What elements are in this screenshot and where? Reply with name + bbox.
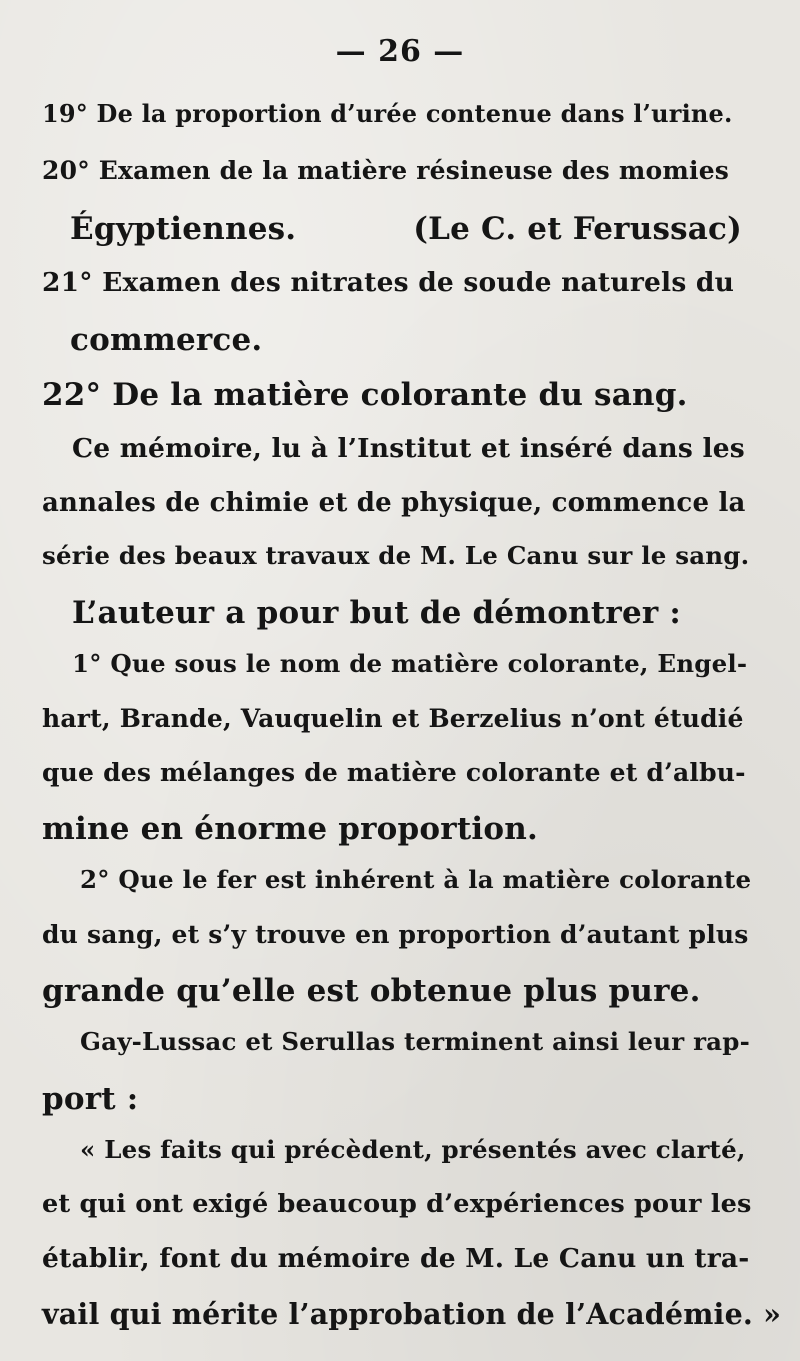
list-item-text: 19° De la proportion d’urée contenue dans l’urine. bbox=[42, 99, 733, 128]
list-item-20-continuation bbox=[70, 211, 742, 247]
paragraph-line: 2° Que le fer est inhérent à la matière colorante bbox=[80, 865, 752, 894]
quote-line: « Les faits qui précèdent, présentés avec clarté, bbox=[80, 1135, 746, 1164]
list-item-text: 21° Examen des nitrates de soude naturels du bbox=[42, 267, 735, 298]
paragraph-line: que des mélanges de matière colorante et d’albu- bbox=[42, 758, 746, 787]
quote-line: vail qui mérite l’approbation de l’Académie. » bbox=[42, 1297, 782, 1331]
paragraph-line: série des beaux travaux de M. Le Canu sur le sang. bbox=[42, 541, 750, 570]
continuation-text: commerce. bbox=[70, 322, 263, 358]
paragraph-line: Gay-Lussac et Serullas terminent ainsi leur rap- bbox=[80, 1027, 750, 1056]
paragraph-line: annales de chimie et de physique, commence la bbox=[42, 488, 746, 518]
continuation-text: Égyptiennes. bbox=[70, 211, 297, 247]
attribution: (Le C. et Ferussac) bbox=[413, 211, 742, 247]
paragraph-line: du sang, et s’y trouve en proportion d’autant plus bbox=[42, 920, 749, 949]
paragraph-line: grande qu’elle est obtenue plus pure. bbox=[42, 973, 701, 1009]
list-item-text: 22° De la matière colorante du sang. bbox=[42, 377, 688, 413]
paragraph-line: port : bbox=[42, 1081, 139, 1117]
list-item-21 bbox=[42, 267, 742, 298]
page-number: — 26 — bbox=[335, 34, 465, 69]
quote-line: et qui ont exigé beaucoup d’expériences pour les bbox=[42, 1189, 752, 1219]
list-item-19 bbox=[42, 99, 742, 128]
quote-line: établir, font du mémoire de M. Le Canu un tra- bbox=[42, 1243, 750, 1274]
paragraph-line: mine en énorme proportion. bbox=[42, 811, 538, 847]
list-item-22 bbox=[42, 377, 688, 413]
paragraph-line: Ce mémoire, lu à l’Institut et inséré dans les bbox=[72, 433, 745, 464]
list-item-text: 20° Examen de la matière résineuse des momies bbox=[42, 156, 730, 185]
paragraph-line: hart, Brande, Vauquelin et Berzelius n’ont étudié bbox=[42, 704, 744, 733]
list-item-20 bbox=[42, 158, 742, 183]
paragraph-line: L’auteur a pour but de démontrer : bbox=[72, 595, 682, 631]
paragraph-line: 1° Que sous le nom de matière colorante, Engel- bbox=[72, 649, 748, 678]
list-item-21-continuation bbox=[70, 322, 263, 358]
